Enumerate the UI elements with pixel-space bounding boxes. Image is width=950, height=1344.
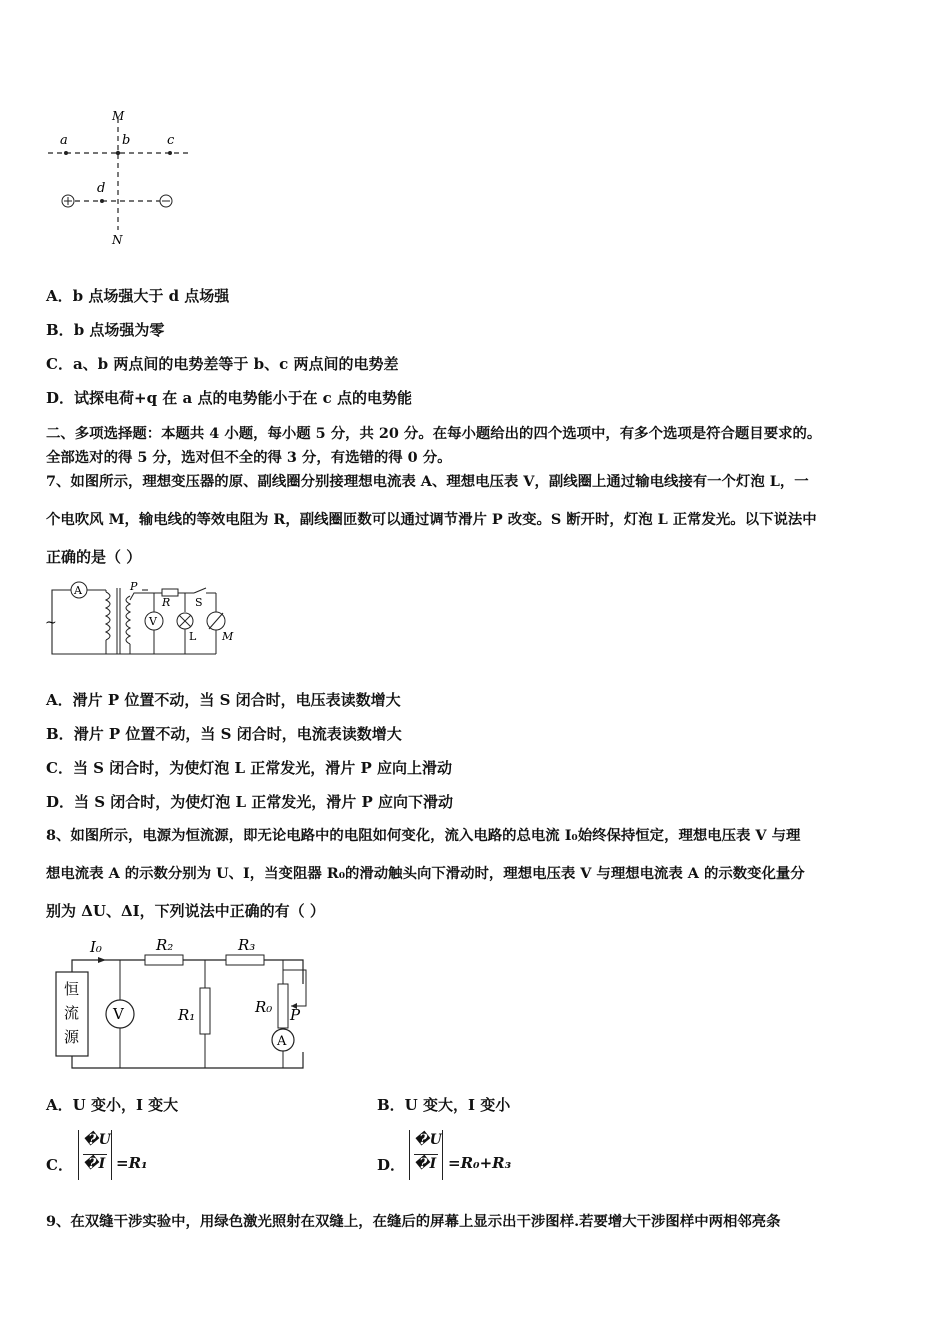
point-a: [64, 151, 68, 155]
q8-option-b[interactable]: B．U 变大，I 变小: [377, 1096, 511, 1114]
fraction-bar: [414, 1154, 438, 1155]
q8-option-a[interactable]: A．U 变小，I 变大: [46, 1096, 179, 1114]
transformer-circuit: [44, 578, 244, 658]
R1-label: R₁: [178, 1006, 196, 1024]
source-char-1: 恒: [64, 980, 80, 998]
q7-option-b[interactable]: B．滑片 P 位置不动，当 S 闭合时，电流表读数增大: [46, 725, 402, 743]
q7-option-a[interactable]: A．滑片 P 位置不动，当 S 闭合时，电压表读数增大: [46, 691, 401, 709]
label-N: N: [112, 233, 123, 247]
q7-line3: 正确的是（ ）: [46, 548, 142, 566]
q7-option-c[interactable]: C．当 S 闭合时，为使灯泡 L 正常发光，滑片 P 应向上滑动: [46, 759, 452, 777]
q8-line3: 别为 ΔU、ΔI，下列说法中正确的有（ ）: [46, 902, 325, 920]
source-char-3: 源: [64, 1028, 80, 1046]
section2-line1: 二、多项选择题：本题共 4 小题，每小题 5 分，共 20 分。在每小题给出的四个选项中，有多个选项是符合题目要求的。: [46, 425, 822, 442]
q8-option-d-fraction: [409, 1130, 443, 1180]
q8-option-c-fraction: [78, 1130, 112, 1180]
q8-option-d-num: �U: [414, 1132, 442, 1148]
q6-option-a[interactable]: A．b 点场强大于 d 点场强: [46, 287, 230, 305]
q9-line1: 9、在双缝干涉实验中，用绿色激光照射在双缝上，在缝后的屏幕上显示出干涉图样.若要增大干涉图样中两相邻亮条: [46, 1213, 781, 1230]
q6-option-b[interactable]: B．b 点场强为零: [46, 321, 165, 339]
resistor-R1: [200, 988, 210, 1034]
point-b: [116, 151, 120, 155]
ac-source-symbol: ~: [45, 615, 57, 631]
q8-option-d-rhs: =R₀+R₃: [448, 1154, 512, 1172]
lamp-L-label: L: [189, 630, 197, 643]
q8-line1: 8、如图所示，电源为恒流源，即无论电路中的电阻如何变化，流入电路的总电流 I₀始终保持恒定，理想电压表 V 与理: [46, 827, 801, 844]
q7-option-d[interactable]: D．当 S 闭合时，为使灯泡 L 正常发光，滑片 P 应向下滑动: [46, 793, 454, 811]
slider-P-label-q8: P: [290, 1006, 301, 1024]
q8-option-c-den: �I: [83, 1156, 106, 1172]
I0-label: I₀: [90, 938, 102, 956]
q8-option-d-den: �I: [414, 1156, 437, 1172]
slider-P-label: P: [130, 580, 138, 593]
label-d: d: [97, 181, 106, 196]
point-d: [100, 199, 104, 203]
R2-label: R₂: [156, 936, 174, 954]
voltmeter-label: V: [149, 615, 157, 628]
q8-option-c-rhs: =R₁: [116, 1154, 148, 1172]
switch-S-label: S: [195, 596, 203, 609]
label-a: a: [60, 133, 68, 148]
label-M: M: [112, 109, 125, 123]
q7-line2: 个电吹风 M，输电线的等效电阻为 R，副线圈匝数可以通过调节滑片 P 改变。S 断开时，灯泡 L 正常发光。以下说法中: [46, 511, 817, 528]
label-c: c: [167, 133, 175, 148]
ammeter-label: A: [74, 584, 82, 597]
voltmeter-V-label: V: [113, 1005, 124, 1023]
label-b: b: [122, 133, 131, 148]
q6-option-c[interactable]: C．a、b 两点间的电势差等于 b、c 两点间的电势差: [46, 355, 399, 373]
q8-line2: 想电流表 A 的示数分别为 U、I，当变阻器 R₀的滑动触头向下滑动时，理想电压表 V 与理想电流表 A 的示数变化量分: [46, 865, 805, 882]
q6-option-d[interactable]: D．试探电荷+q 在 a 点的电势能小于在 c 点的电势能: [46, 389, 413, 407]
q7-line1: 7、如图所示，理想变压器的原、副线圈分别接理想电流表 A、理想电压表 V，副线圈上通过输电线接有一个灯泡 L，一: [46, 473, 809, 490]
fraction-bar: [83, 1154, 107, 1155]
field-diagram: [40, 100, 210, 250]
R0-label: R₀: [255, 998, 273, 1016]
q8-option-d-letter[interactable]: D．: [377, 1156, 406, 1174]
q8-option-c-letter[interactable]: C．: [46, 1156, 73, 1174]
point-c: [168, 151, 172, 155]
ammeter-A-label: A: [277, 1034, 287, 1049]
source-char-2: 流: [64, 1004, 80, 1022]
resistor-R3: [226, 955, 264, 965]
resistor-R: [162, 589, 178, 596]
section2-line2: 全部选对的得 5 分，选对但不全的得 3 分，有选错的得 0 分。: [46, 449, 452, 466]
q8-option-c-num: �U: [83, 1132, 111, 1148]
constant-current-circuit: [50, 934, 320, 1074]
motor-M-label: M: [222, 630, 234, 643]
R3-label: R₃: [238, 936, 256, 954]
resistor-R-label: R: [162, 596, 171, 609]
resistor-R2: [145, 955, 183, 965]
rheostat-R0: [278, 984, 288, 1028]
